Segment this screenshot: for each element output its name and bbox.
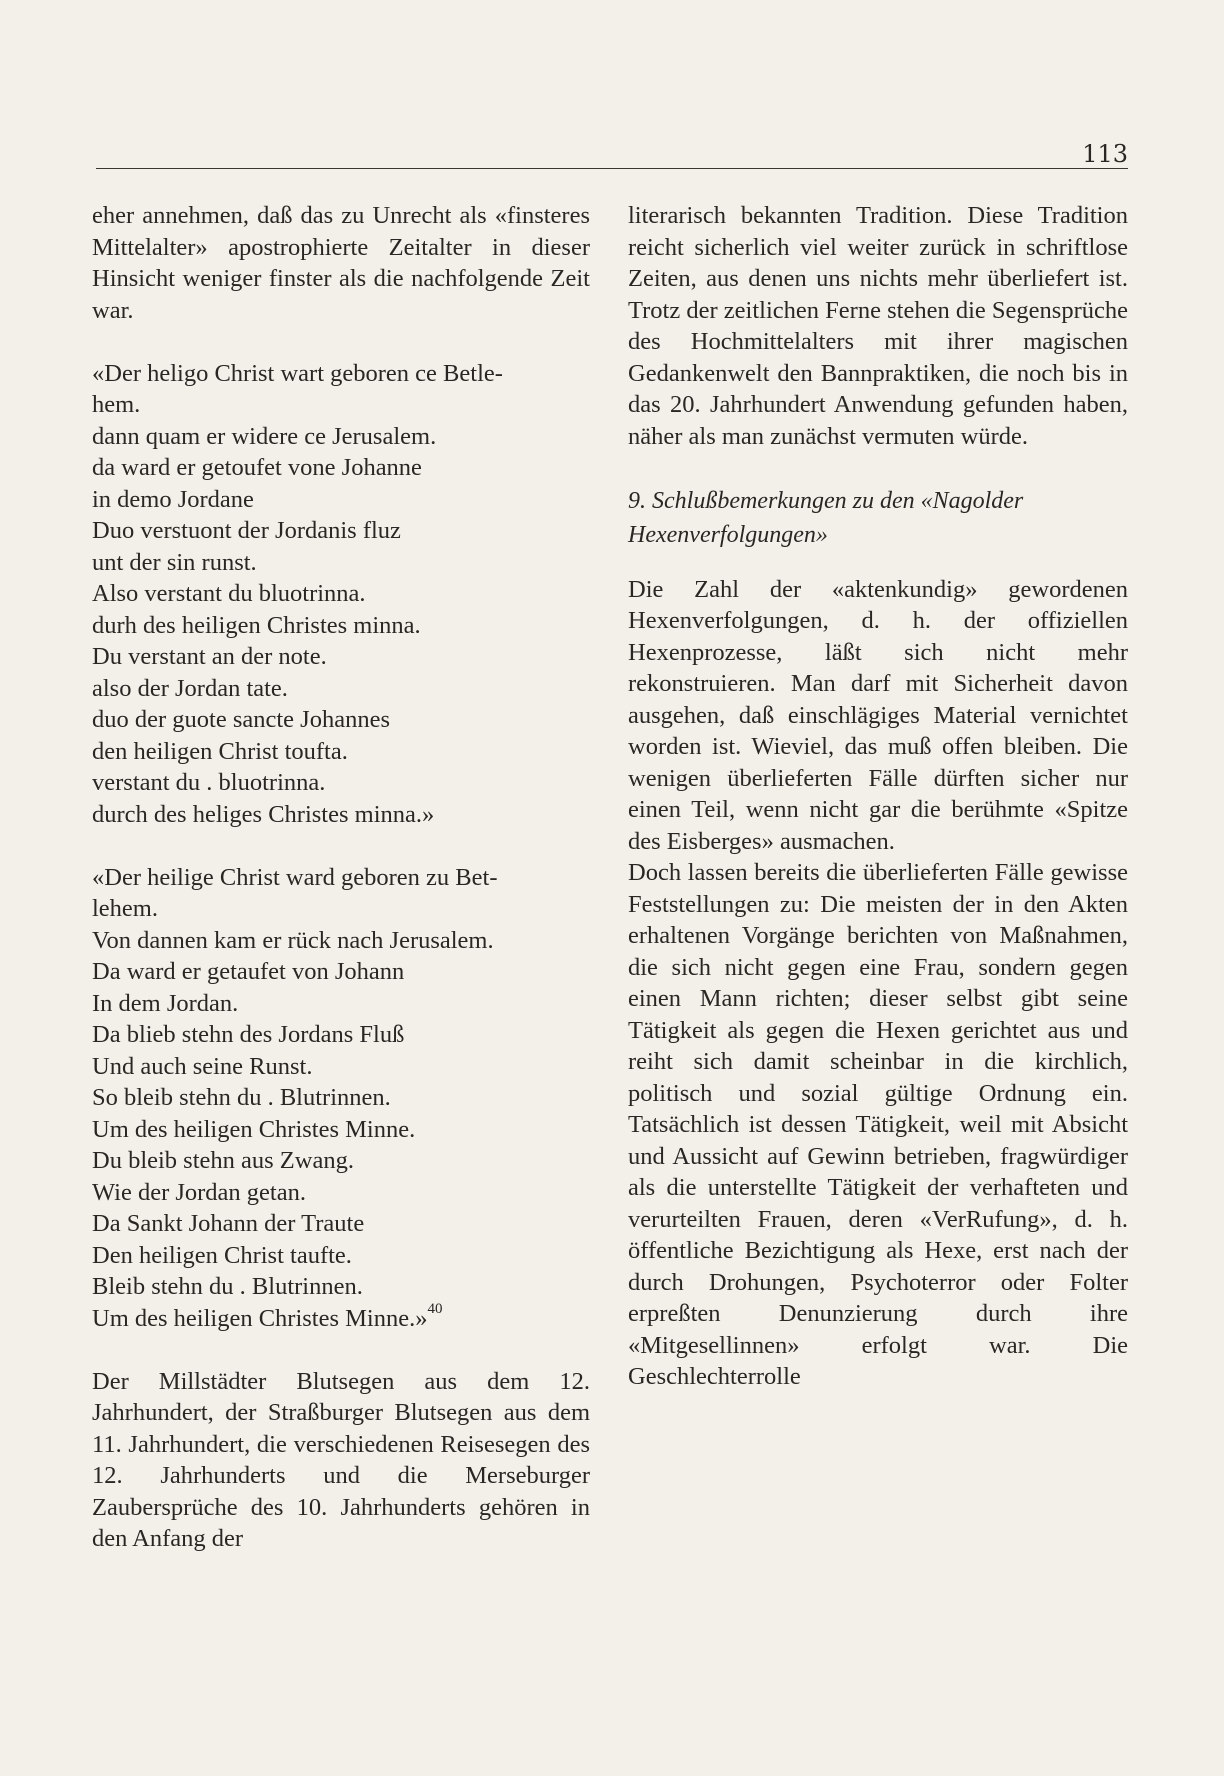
verse-line: hem.: [92, 391, 141, 418]
verse-line: durh des heiligen Christes minna.: [92, 611, 421, 639]
paragraph-gap: [92, 1334, 590, 1366]
verse-line: «Der heilige Christ ward geboren zu Bet-: [92, 863, 498, 891]
verse-line: da ward er getoufet vone Johanne: [92, 454, 422, 481]
left-paragraph-1: eher annehmen, daß das zu Unrecht als «finsteres Mittelalter» apostrophierte Zeitalter in dieser Hinsicht weniger finster als die nachfolgende Zeit war.: [92, 202, 590, 324]
verse-line: Um des heiligen Christes Minne.: [92, 1115, 416, 1143]
verse-line: dann quam er widere ce Jerusalem.: [92, 422, 437, 450]
page-number: 113: [1082, 140, 1128, 168]
blood-charm-old-german: [92, 358, 590, 831]
footnote-ref: 40: [427, 1301, 443, 1318]
blood-charm-modern-german: [92, 862, 590, 1303]
verse-line: duo der guote sancte Johannes: [92, 706, 390, 733]
verse-line: Du bleib stehn aus Zwang.: [92, 1147, 354, 1174]
verse-line: Da ward er getaufet von Johann: [92, 958, 405, 985]
paragraph-gap: [92, 326, 590, 358]
verse-line: Duo verstuont der Jordanis fluz: [92, 517, 401, 544]
paragraph-gap: [628, 452, 1128, 484]
right-paragraph-3: Doch lassen bereits die überlieferten Fälle gewisse Feststellungen zu: Die meisten der in den Akten erhaltenen Vorgänge berichten von Maßnahmen, die sich nicht gegen eine Frau, sondern gegen einen Mann richten; dieser selbst gibt seine Tätigkeit als gegen die Hexen gerichtet aus und reiht sich damit scheinbar in die kirchlich, politisch und sozial gültige Ordnung ein. Tatsächlich ist dessen Tätigkeit, weil mit Absicht und Aussicht auf Gewinn betrieben, fragwürdiger als die unterstellte Tätigkeit der verhafteten und verurteilten Frauen, deren «VerRufung», d. h. öffentliche Bezichtigung als Hexe, erst nach der durch Drohungen, Psychoterror oder Folter erpreßten Denunzierung durch ihre «Mitgesellinnen» erfolgt war. Die Geschlechterrolle: [628, 859, 1128, 1390]
verse-line: in demo Jordane: [92, 485, 254, 513]
right-paragraph-2: Die Zahl der «aktenkundig» gewordenen Hexenverfolgungen, d. h. der offiziellen Hexenprozesse, läßt sich nicht mehr rekonstruieren. Man darf mit Sicherheit davon ausgehen, daß einschlägiges Material vernichtet worden ist. Wieviel, das muß offen bleiben. Die wenigen überlieferten Fälle dürften sicher nur einen Teil, wenn nicht gar die berühmte «Spitze des Eisberges» ausmachen.: [628, 575, 1128, 855]
verse-line: Da blieb stehn des Jordans Fluß: [92, 1021, 405, 1048]
verse-line: Von dannen kam er rück nach Jerusalem.: [92, 926, 494, 954]
verse-line: Du verstant an der note.: [92, 643, 327, 670]
section-heading: 9. Schlußbemerkungen zu den «Nagolder Hexenverfolgungen»: [628, 487, 1024, 548]
right-column: [628, 200, 1128, 1393]
verse-line: also der Jordan tate.: [92, 674, 288, 702]
verse-line: So bleib stehn du . Blutrinnen.: [92, 1084, 391, 1111]
verse-line: Wie der Jordan getan.: [92, 1178, 306, 1206]
header-rule: [96, 168, 1128, 169]
verse-line: durch des heliges Christes minna.»: [92, 800, 435, 828]
verse-line: lehem.: [92, 895, 158, 922]
verse-line: Bleib stehn du . Blutrinnen.: [92, 1273, 363, 1300]
verse-line: Den heiligen Christ taufte.: [92, 1241, 352, 1269]
verse-line: Und auch seine Runst.: [92, 1052, 313, 1080]
left-column: [92, 200, 590, 1555]
right-paragraph-1: literarisch bekannten Tradition. Diese Tradition reicht sicherlich viel weiter zurück in schriftlose Zeiten, aus denen uns nichts mehr überliefert ist. Trotz der zeitlichen Ferne stehen die Segensprüche des Hochmittelalters mit ihrer magischen Gedankenwelt den Bannpraktiken, die noch bis in das 20. Jahrhundert Anwendung gefunden haben, näher als man zunächst vermuten würde.: [628, 202, 1128, 450]
paragraph-gap: [92, 830, 590, 862]
verse-line: [92, 1303, 590, 1335]
verse-line: Da Sankt Johann der Traute: [92, 1210, 365, 1237]
verse-line-text: Um des heiligen Christes Minne.»: [92, 1304, 428, 1332]
verse-line: den heiligen Christ toufta.: [92, 737, 348, 765]
verse-line: In dem Jordan.: [92, 989, 239, 1017]
verse-line: verstant du . bluotrinna.: [92, 769, 326, 796]
verse-line: unt der sin runst.: [92, 548, 257, 576]
left-paragraph-2: Der Millstädter Blutsegen aus dem 12. Jahrhundert, der Straßburger Blutsegen aus dem 11. Jahrhundert, die verschiedenen Reisesegen des 12. Jahrhunderts und die Merseburger Zaubersprüche des 10. Jahrhunderts gehören in den Anfang der: [92, 1367, 590, 1552]
paragraph-gap: [628, 552, 1128, 574]
verse-line: Also verstant du bluotrinna.: [92, 580, 366, 607]
verse-line: «Der heligo Christ wart geboren ce Betle-: [92, 359, 503, 387]
